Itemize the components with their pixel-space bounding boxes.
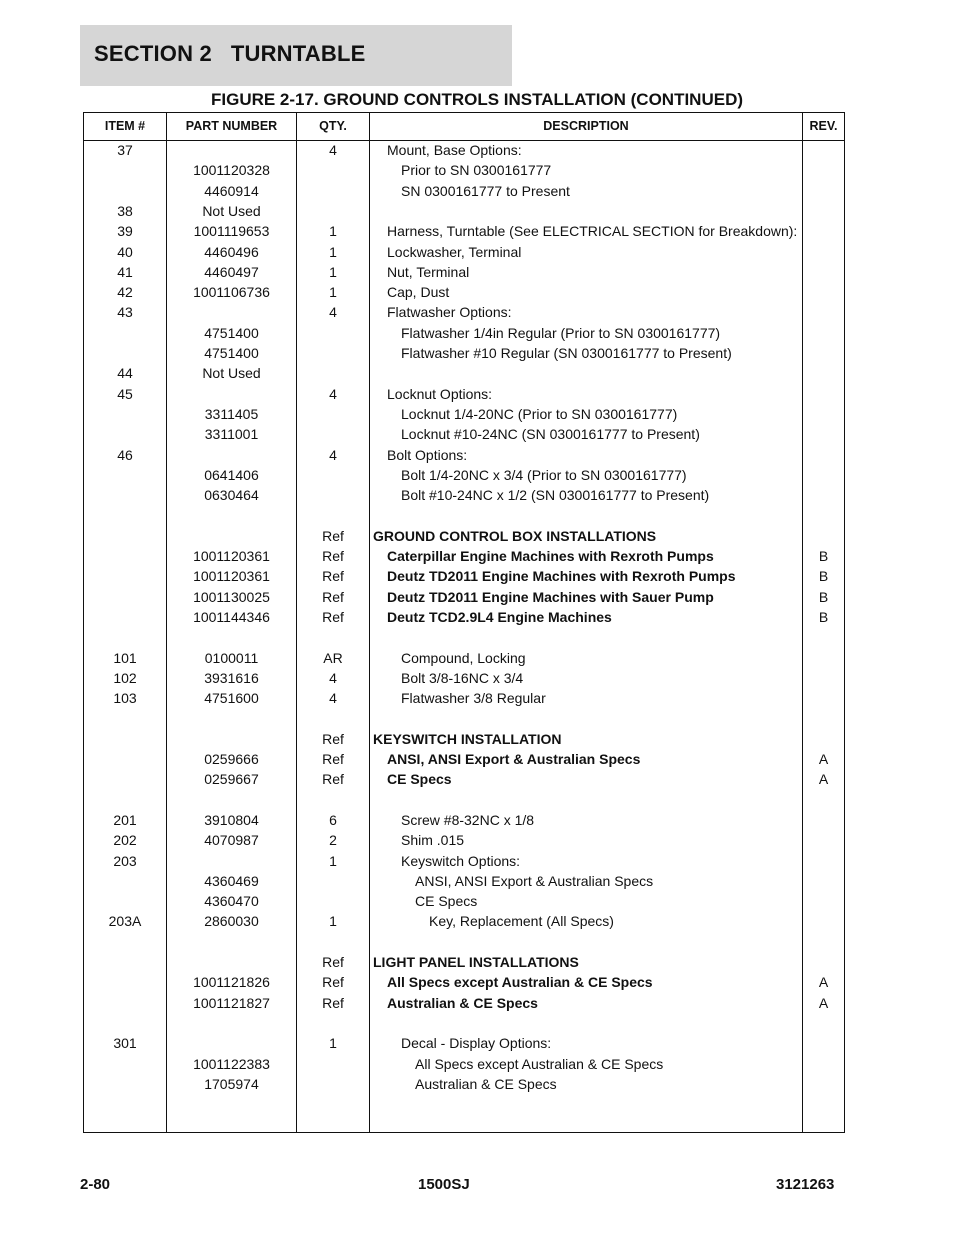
item-number: 45 [117, 385, 133, 402]
quantity: Ref [322, 548, 344, 564]
description: ANSI, ANSI Export & Australian Specs [415, 872, 654, 889]
table-row [84, 546, 844, 566]
part-number: 0259667 [204, 771, 259, 788]
item-number: 41 [117, 263, 133, 280]
part-number: 4751400 [204, 324, 259, 341]
part-number: 4360470 [204, 893, 259, 910]
part-number: 3311001 [204, 426, 259, 443]
header-description: DESCRIPTION [543, 119, 629, 133]
item-number: 38 [117, 202, 133, 219]
item-number: 102 [113, 669, 137, 686]
revision: B [818, 548, 829, 564]
table-row [84, 891, 844, 911]
description: SN 0300161777 to Present [401, 182, 570, 199]
table-row [84, 140, 844, 160]
quantity: 1 [329, 263, 337, 280]
table-row [84, 648, 844, 668]
description: Australian & CE Specs [415, 1075, 557, 1092]
table-row [84, 932, 844, 952]
quantity: Ref [322, 751, 344, 767]
table-row [84, 769, 844, 789]
quantity: Ref [322, 527, 344, 544]
table-row [84, 911, 844, 931]
table-row [84, 465, 844, 485]
header-item: ITEM # [104, 119, 146, 133]
quantity: 1 [329, 243, 337, 260]
description: Flatwasher 1/4in Regular (Prior to SN 0300161777) [401, 324, 721, 341]
header-rev: REV. [809, 119, 838, 133]
quantity: 4 [329, 142, 337, 158]
table-row [84, 445, 844, 465]
quantity: Ref [322, 608, 344, 625]
document-number: 3121263 [776, 1176, 835, 1193]
table-row [84, 688, 844, 708]
quantity: Ref [322, 568, 344, 585]
description: Locknut Options: [387, 385, 493, 402]
description: ANSI, ANSI Export & Australian Specs [387, 751, 641, 767]
quantity: 1 [329, 223, 337, 240]
table-row [84, 566, 844, 586]
description: Bolt #10-24NC x 1/2 (SN 0300161777 to Present) [401, 487, 710, 504]
description: Caterpillar Engine Machines with Rexroth Pumps [387, 548, 714, 564]
table-row [84, 668, 844, 688]
part-number: 1001122383 [193, 1055, 270, 1072]
quantity: 4 [329, 690, 337, 707]
table-row [84, 749, 844, 769]
part-number: 1001120328 [193, 162, 270, 179]
table-row [84, 708, 844, 728]
item-number: 43 [117, 304, 133, 321]
item-number: 37 [117, 142, 133, 158]
page-number: 2-80 [80, 1176, 111, 1193]
quantity: Ref [322, 771, 344, 788]
table-row [84, 952, 844, 972]
table-row [84, 972, 844, 992]
item-number: 203A [108, 913, 142, 930]
table-row [84, 587, 844, 607]
table-row [84, 607, 844, 627]
part-number: 1001121826 [193, 974, 270, 991]
description: Compound, Locking [401, 649, 526, 666]
table-row [84, 790, 844, 810]
figure-title: FIGURE 2-17. GROUND CONTROLS INSTALLATION (CONTINUED) [210, 90, 744, 109]
table-row [84, 485, 844, 505]
table-row [84, 729, 844, 749]
part-number: Not Used [202, 202, 261, 219]
description: Keyswitch Options: [401, 852, 521, 869]
description: All Specs except Australian & CE Specs [415, 1055, 664, 1072]
part-number: 3311405 [204, 405, 259, 422]
quantity: 2 [329, 832, 337, 849]
part-number: 4460496 [204, 243, 259, 260]
table-row [84, 181, 844, 201]
revision: B [818, 568, 829, 585]
quantity: Ref [322, 588, 344, 605]
table-row [84, 1033, 844, 1053]
quantity: 4 [329, 385, 337, 402]
description: Locknut 1/4-20NC (Prior to SN 0300161777) [401, 405, 678, 422]
item-number: 40 [117, 243, 133, 260]
section-header [80, 25, 512, 86]
part-number: 4460914 [204, 182, 259, 199]
item-number: 203 [113, 852, 137, 869]
description: LIGHT PANEL INSTALLATIONS [373, 954, 579, 970]
description: Flatwasher 3/8 Regular [401, 690, 546, 707]
item-number: 44 [117, 365, 133, 382]
part-number: 4751600 [204, 690, 259, 707]
header-part-number: PART NUMBER [185, 119, 278, 133]
revision: A [818, 771, 829, 788]
description: Australian & CE Specs [387, 994, 538, 1011]
model-name: 1500SJ [418, 1176, 470, 1193]
table-row [84, 1013, 844, 1033]
quantity: Ref [322, 954, 344, 970]
description: Deutz TCD2.9L4 Engine Machines [387, 608, 612, 625]
part-number: 1001130025 [193, 588, 270, 605]
part-number: 1001144346 [193, 608, 270, 625]
table-row [84, 810, 844, 830]
part-number: 0100011 [204, 649, 259, 666]
table-row [84, 262, 844, 282]
parts-table [83, 112, 845, 1133]
section-title: SECTION 2 TURNTABLE [94, 41, 366, 66]
revision: B [818, 588, 829, 605]
quantity: Ref [322, 730, 344, 747]
description: Cap, Dust [387, 284, 450, 301]
table-row [84, 993, 844, 1013]
description: Flatwasher Options: [387, 304, 512, 321]
quantity: AR [323, 649, 343, 666]
part-number: 4070987 [204, 832, 259, 849]
table-row [84, 871, 844, 891]
table-row [84, 160, 844, 180]
description: Mount, Base Options: [387, 142, 522, 158]
revision: A [818, 751, 829, 767]
part-number: 1001119653 [193, 223, 270, 240]
description: Deutz TD2011 Engine Machines with Sauer Pump [387, 588, 714, 605]
quantity: Ref [322, 974, 344, 991]
table-row [84, 282, 844, 302]
part-number: 1001121827 [193, 994, 270, 1011]
revision: A [818, 994, 829, 1011]
quantity: 1 [329, 1035, 337, 1052]
part-number: 0630464 [204, 487, 259, 504]
table-row [84, 1054, 844, 1074]
description: CE Specs [387, 771, 452, 788]
part-number: 2860030 [204, 913, 259, 930]
table-row [84, 424, 844, 444]
table-row [84, 242, 844, 262]
description: Flatwasher #10 Regular (SN 0300161777 to Present) [401, 345, 732, 361]
table-row [84, 526, 844, 546]
table-row [84, 830, 844, 850]
table-row [84, 384, 844, 404]
part-number: 4751400 [204, 345, 259, 361]
description: Bolt Options: [387, 446, 468, 463]
table-row [84, 323, 844, 343]
part-number: 1001106736 [193, 284, 270, 301]
part-number: 0641406 [204, 466, 259, 483]
description: Deutz TD2011 Engine Machines with Rexroth Pumps [387, 568, 736, 585]
quantity: 4 [329, 669, 337, 686]
part-number: Not Used [202, 365, 261, 382]
description: Prior to SN 0300161777 [401, 162, 552, 179]
description: Decal - Display Options: [401, 1035, 552, 1052]
table-row [84, 343, 844, 363]
table-row [84, 302, 844, 322]
quantity: Ref [322, 994, 344, 1011]
description: Shim .015 [401, 832, 465, 849]
description: All Specs except Australian & CE Specs [387, 974, 653, 991]
quantity: 1 [329, 284, 337, 301]
item-number: 39 [117, 223, 133, 240]
table-row [84, 851, 844, 871]
description: Key, Replacement (All Specs) [429, 913, 614, 930]
table-row [84, 505, 844, 525]
table-row [84, 221, 844, 241]
description: Lockwasher, Terminal [387, 243, 522, 260]
quantity: 1 [329, 913, 337, 930]
description: GROUND CONTROL BOX INSTALLATIONS [373, 527, 657, 544]
table-row [84, 404, 844, 424]
item-number: 202 [113, 832, 137, 849]
quantity: 4 [329, 446, 337, 463]
description: CE Specs [415, 893, 478, 910]
item-number: 201 [113, 811, 137, 828]
part-number: 0259666 [204, 751, 259, 767]
quantity: 4 [329, 304, 337, 321]
table-row [84, 201, 844, 221]
description: Bolt 3/8-16NC x 3/4 [401, 669, 524, 686]
description: Nut, Terminal [387, 263, 470, 280]
table-row [84, 627, 844, 647]
part-number: 1001120361 [193, 548, 270, 564]
description: KEYSWITCH INSTALLATION [373, 730, 562, 747]
quantity: 6 [329, 811, 337, 828]
item-number: 301 [113, 1035, 137, 1052]
item-number: 42 [117, 284, 133, 301]
part-number: 1705974 [204, 1075, 259, 1092]
description: Screw #8-32NC x 1/8 [401, 811, 535, 828]
item-number: 46 [117, 446, 133, 463]
part-number: 3931616 [204, 669, 259, 686]
revision: A [818, 974, 829, 991]
item-number: 103 [113, 690, 137, 707]
item-number: 101 [113, 649, 137, 666]
part-number: 1001120361 [193, 568, 270, 585]
part-number: 4360469 [204, 872, 259, 889]
table-row [84, 363, 844, 383]
quantity: 1 [329, 852, 337, 869]
table-row [84, 1074, 844, 1094]
description: Locknut #10-24NC (SN 0300161777 to Present) [401, 426, 700, 443]
revision: B [818, 608, 829, 625]
description: Bolt 1/4-20NC x 3/4 (Prior to SN 0300161777) [401, 466, 687, 483]
header-qty: QTY. [319, 119, 347, 133]
part-number: 4460497 [204, 263, 259, 280]
description: Harness, Turntable (See ELECTRICAL SECTION for Breakdown): [387, 223, 798, 240]
part-number: 3910804 [204, 811, 259, 828]
